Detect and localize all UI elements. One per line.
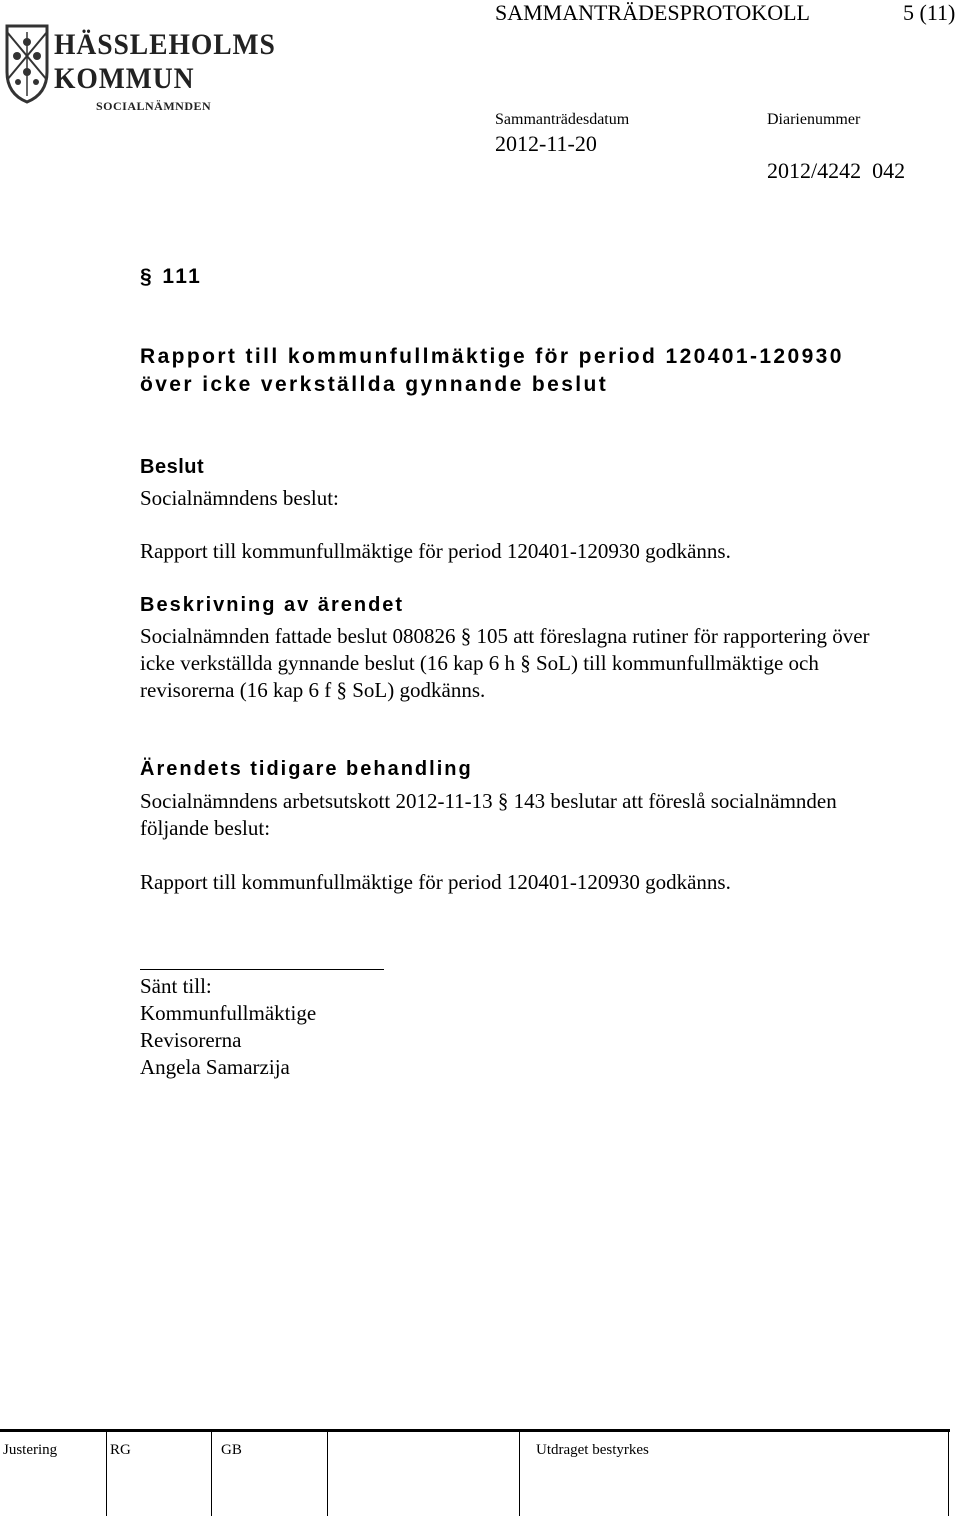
recipient: Angela Samarzija [140, 1055, 290, 1079]
footer-cell-divider [106, 1431, 107, 1516]
footer-utdrag: Utdraget bestyrkes [536, 1442, 649, 1458]
previous-handling-proposal: Rapport till kommunfullmäktige för period 120401-120930 godkänns. [140, 870, 731, 894]
meeting-date: 2012-11-20 [495, 131, 597, 156]
footer-cell-divider [519, 1431, 520, 1516]
logo-line-3: SOCIALNÄMNDEN [96, 99, 212, 113]
sent-to-label: Sänt till: [140, 974, 212, 998]
diary-number-label: Diarienummer [767, 111, 861, 128]
description-line: icke verkställda gynnande beslut (16 kap 6 h § SoL) till kommunfullmäktige och [140, 651, 819, 675]
footer-initials-1: RG [110, 1442, 131, 1458]
recipient: Kommunfullmäktige [140, 1001, 317, 1025]
diary-number: 2012/4242 042 [767, 158, 906, 183]
logo-line-2: KOMMUN [54, 62, 195, 95]
footer-justering: Justering [3, 1442, 58, 1458]
page-number: 5 (11) [903, 0, 956, 25]
previous-handling-line: Socialnämndens arbetsutskott 2012-11-13 § 143 beslutar att föreslå socialnämnden [140, 789, 837, 813]
previous-handling-line: följande beslut: [140, 816, 271, 840]
title-line-2: över icke verkställda gynnande beslut [140, 373, 609, 396]
coat-of-arms-icon [4, 22, 50, 104]
footer-cell-divider [327, 1431, 328, 1516]
decision-heading: Beslut [140, 456, 205, 478]
logo-line-1: HÄSSLEHOLMS [54, 28, 276, 61]
recipient: Revisorerna [140, 1028, 242, 1052]
meeting-date-label: Sammanträdesdatum [495, 111, 630, 128]
description-line: revisorerna (16 kap 6 f § SoL) godkänns. [140, 678, 486, 702]
decision-intro: Socialnämndens beslut: [140, 486, 339, 510]
description-line: Socialnämnden fattade beslut 080826 § 105 att föreslagna rutiner för rapportering över [140, 624, 870, 648]
title-line-1: Rapport till kommunfullmäktige för period 120401-120930 [140, 345, 844, 368]
description-heading: Beskrivning av ärendet [140, 594, 405, 616]
footer-cell-divider [948, 1431, 949, 1516]
sent-to-divider [140, 969, 384, 970]
municipality-logo [0, 22, 276, 118]
document-type: SAMMANTRÄDESPROTOKOLL [495, 0, 810, 25]
footer-divider [0, 1429, 950, 1432]
paragraph-number: § 111 [140, 265, 203, 288]
footer-cell-divider [211, 1431, 212, 1516]
previous-handling-heading: Ärendets tidigare behandling [140, 758, 473, 780]
decision-text: Rapport till kommunfullmäktige för period 120401-120930 godkänns. [140, 539, 731, 563]
footer-initials-2: GB [221, 1442, 242, 1458]
